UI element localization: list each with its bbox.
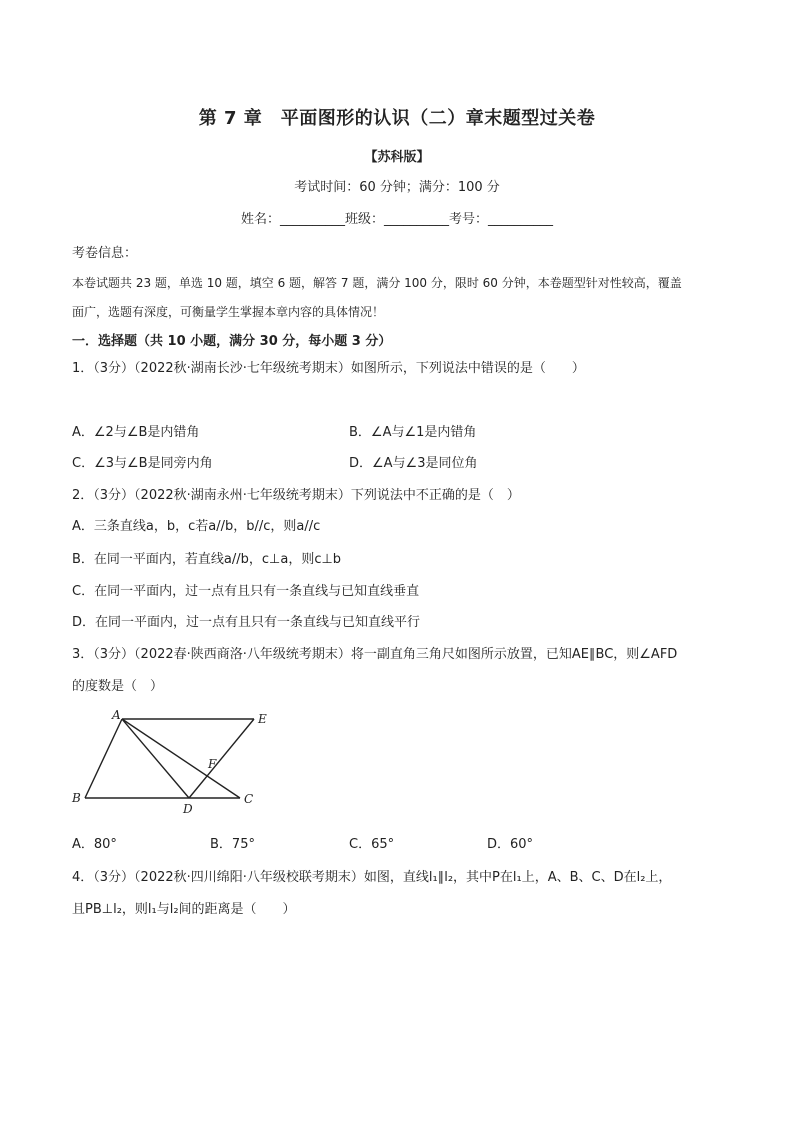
question-2-option-d: D．在同一平面内，过一点有且只有一条直线与已知直线平行 xyxy=(72,615,421,630)
question-1-option-d: D．∠A与∠3是同位角 xyxy=(349,456,478,471)
question-3-stem-line-2: 的度数是（ ） xyxy=(72,679,164,694)
question-3-stem-line-1: 3．（3分）（2022春·陕西商洛·八年级统考期末）将一副直角三角尺如图所示放置，已知AE∥BC，则∠AFD xyxy=(72,647,678,662)
question-4-stem-line-2: 且PB⊥l₂，则l₁与l₂间的距离是（ ） xyxy=(72,902,296,917)
question-4-stem-line-1: 4．（3分）（2022秋·四川绵阳·八年级校联考期末）如图，直线l₁∥l₂，其中P在l₁上，A、B、C、D在l₂上， xyxy=(72,870,672,885)
info-text-line-1: 本卷试题共 23 题，单选 10 题，填空 6 题，解答 7 题，满分 100 分，限时 60 分钟，本卷题型针对性较高，覆盖 xyxy=(72,276,682,290)
question-2-option-b: B．在同一平面内，若直线a//b，c⊥a，则c⊥b xyxy=(72,552,342,567)
label-point-b: B xyxy=(72,791,81,805)
label-point-c: C xyxy=(244,792,254,806)
info-text-line-2: 面广，选题有深度，可衡量学生掌握本章内容的具体情况！ xyxy=(72,305,385,319)
question-3-option-d: D．60° xyxy=(487,837,534,852)
question-2-option-c: C．在同一平面内，过一点有且只有一条直线与已知直线垂直 xyxy=(72,584,420,599)
edition-label: 【苏科版】 xyxy=(364,150,430,165)
question-3-option-b: B．75° xyxy=(210,837,255,852)
question-1-option-c: C．∠3与∠B是同旁内角 xyxy=(72,456,213,471)
segment-ab xyxy=(85,719,122,798)
question-1-stem: 1．（3分）（2022秋·湖南长沙·七年级统考期末）如图所示，下列说法中错误的是（ ） xyxy=(72,361,585,376)
question-1-option-a: A．∠2与∠B是内错角 xyxy=(72,425,200,440)
question-3-option-a: A．80° xyxy=(72,837,117,852)
section-heading: 一．选择题（共 10 小题，满分 30 分，每小题 3 分） xyxy=(72,334,392,349)
question-1-option-b: B．∠A与∠1是内错角 xyxy=(349,425,477,440)
exam-time: 考试时间：60 分钟；满分：100 分 xyxy=(294,180,500,195)
page-title: 第 7 章 平面图形的认识（二）章末题型过关卷 xyxy=(198,108,596,129)
label-point-f: F xyxy=(208,757,217,771)
label-point-d: D xyxy=(183,802,193,816)
question-3-triangle-figure xyxy=(66,705,286,817)
info-label: 考卷信息： xyxy=(72,246,138,261)
question-3-option-c: C．65° xyxy=(349,837,395,852)
question-2-option-a: A．三条直线a，b，c若a//b，b//c，则a//c xyxy=(72,519,321,534)
label-point-a: A xyxy=(112,708,121,722)
question-2-stem: 2．（3分）（2022秋·湖南永州·七年级统考期末）下列说法中不正确的是（ ） xyxy=(72,488,520,503)
label-point-e: E xyxy=(258,712,267,726)
student-info-line: 姓名：__________班级：__________考号：__________ xyxy=(240,212,553,227)
segment-ad xyxy=(122,719,189,798)
